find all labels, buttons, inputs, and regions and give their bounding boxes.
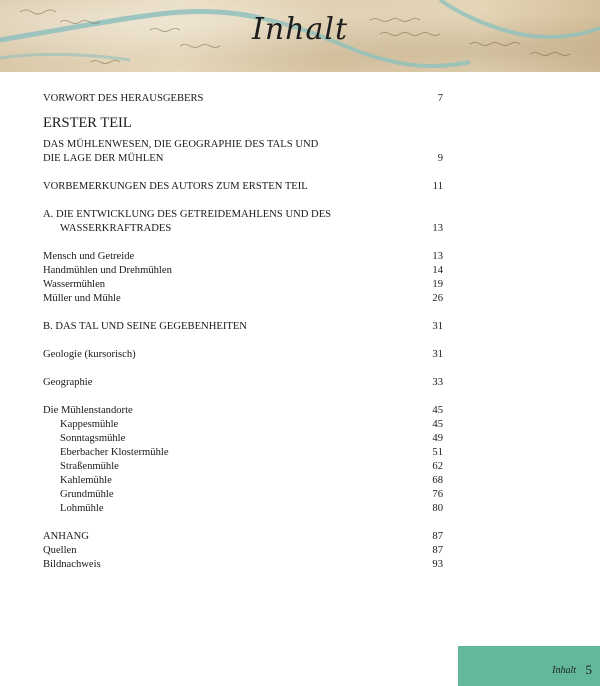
toc-entry-title: Müller und Mühle <box>43 293 121 304</box>
toc-entry-page: 80 <box>432 503 443 514</box>
toc-entry-title: A. DIE ENTWICKLUNG DES GETREIDEMAHLENS UND DES <box>43 209 332 220</box>
toc-entry[interactable] <box>43 418 443 432</box>
toc-entry-title: ANHANG <box>43 531 89 542</box>
toc-entry[interactable] <box>43 404 443 418</box>
toc-entry-title: Straßenmühle <box>60 461 119 472</box>
toc-entry[interactable] <box>43 292 443 306</box>
toc-entry[interactable] <box>43 488 443 502</box>
toc-entry[interactable] <box>43 432 443 446</box>
toc-entry-title: Kappesmühle <box>60 419 119 430</box>
toc-entry[interactable] <box>43 152 443 166</box>
page-number: 5 <box>585 662 592 677</box>
toc-entry-page: 49 <box>432 433 443 444</box>
toc-section-heading: ERSTER TEIL <box>43 115 132 131</box>
toc-entry[interactable] <box>43 278 443 292</box>
toc-entry[interactable] <box>43 222 443 236</box>
toc-entry-title: B. DAS TAL UND SEINE GEGEBENHEITEN <box>43 321 247 332</box>
toc-entry-title: WASSERKRAFTRADES <box>60 223 172 234</box>
toc-entry-title: Bildnachweis <box>43 559 101 570</box>
toc-entry-page: 45 <box>432 405 443 416</box>
toc-entry-title: Quellen <box>43 545 77 556</box>
toc-entry-page: 62 <box>432 461 443 472</box>
table-of-contents <box>43 92 443 572</box>
toc-spacer <box>43 516 443 530</box>
toc-entry-page: 93 <box>432 559 443 570</box>
toc-entry[interactable] <box>43 502 443 516</box>
toc-entry-title: Geographie <box>43 377 93 388</box>
header-banner <box>0 0 600 72</box>
toc-entry[interactable] <box>43 460 443 474</box>
toc-entry-page: 87 <box>432 531 443 542</box>
footer-label: Inhalt <box>552 665 576 676</box>
toc-entry-title: Mensch und Getreide <box>43 251 135 262</box>
toc-entry-page: 7 <box>437 93 443 104</box>
toc-entry-title: DAS MÜHLENWESEN, DIE GEOGRAPHIE DES TALS UND <box>43 139 319 150</box>
toc-entry-page: 68 <box>432 475 443 486</box>
toc-entry[interactable] <box>43 138 443 152</box>
toc-entry-title: Kahlemühle <box>60 475 112 486</box>
toc-entry[interactable] <box>43 92 443 106</box>
toc-entry-page: 14 <box>432 265 443 276</box>
page-title: Inhalt <box>251 12 349 47</box>
toc-entry[interactable] <box>43 320 443 334</box>
toc-entry-page: 45 <box>432 419 443 430</box>
toc-spacer <box>43 334 443 348</box>
toc-entry-page: 51 <box>432 447 443 458</box>
toc-entry-title: DIE LAGE DER MÜHLEN <box>43 153 164 164</box>
toc-entry-title: Wassermühlen <box>43 279 106 290</box>
toc-entry-page: 76 <box>432 489 443 500</box>
toc-entry-page: 87 <box>432 545 443 556</box>
toc-entry-page: 31 <box>432 349 443 360</box>
toc-entry[interactable] <box>43 544 443 558</box>
toc-entry-title: Handmühlen und Drehmühlen <box>43 265 172 276</box>
toc-entry-page: 26 <box>432 293 443 304</box>
toc-spacer <box>43 390 443 404</box>
toc-entry[interactable] <box>43 348 443 362</box>
toc-entry[interactable] <box>43 208 443 222</box>
toc-entry-title: Geologie (kursorisch) <box>43 349 136 360</box>
toc-entry[interactable] <box>43 180 443 194</box>
toc-entry-title: Grundmühle <box>60 489 114 500</box>
toc-entry-title: Lohmühle <box>60 503 104 514</box>
toc-entry[interactable] <box>43 376 443 390</box>
page-footer <box>458 646 600 686</box>
toc-entry[interactable] <box>43 530 443 544</box>
toc-entry-title: Sonntagsmühle <box>60 433 126 444</box>
toc-spacer <box>43 236 443 250</box>
toc-spacer <box>43 194 443 208</box>
toc-spacer <box>43 306 443 320</box>
toc-entry[interactable] <box>43 446 443 460</box>
toc-spacer <box>43 362 443 376</box>
toc-entry-page: 19 <box>432 279 443 290</box>
toc-entry-title: VORBEMERKUNGEN DES AUTORS ZUM ERSTEN TEIL <box>43 181 308 192</box>
toc-entry-page: 33 <box>432 377 443 388</box>
toc-entry-page: 13 <box>432 223 443 234</box>
toc-entry[interactable] <box>43 474 443 488</box>
toc-entry-page: 9 <box>437 153 443 164</box>
toc-entry-page: 31 <box>432 321 443 332</box>
toc-entry-page: 13 <box>432 251 443 262</box>
toc-spacer <box>43 166 443 180</box>
toc-entry[interactable] <box>43 250 443 264</box>
toc-entry[interactable] <box>43 264 443 278</box>
toc-entry-page: 11 <box>432 181 443 192</box>
toc-entry-title: Eberbacher Klostermühle <box>60 447 169 458</box>
toc-entry-title: VORWORT DES HERAUSGEBERS <box>43 93 204 104</box>
toc-entry-title: Die Mühlenstandorte <box>43 405 133 416</box>
toc-entry[interactable] <box>43 558 443 572</box>
